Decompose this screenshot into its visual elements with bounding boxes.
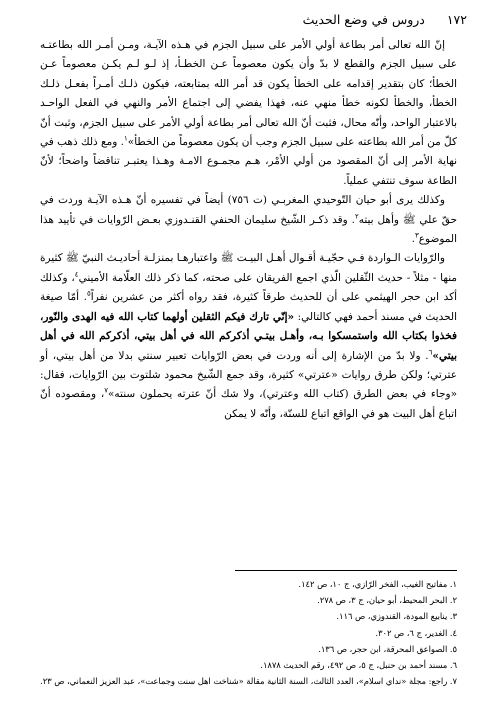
footnote-separator bbox=[235, 570, 457, 571]
footnote-item: ٣. ينابيع المودة، القندوزي، ص ١١٦. bbox=[336, 611, 457, 622]
footnote-item: ٤. الغدير، ج ٦، ص ٣٠٢. bbox=[375, 627, 457, 638]
text-run: . ولا بدّ من الإشارة إلى أنه وردت في بعض الرّوايات تعبير سنتي بدلا من أهل بيتي، أو عترتي؛ ولكن طرق روايات «عترتي» كثيرة، وقد جمع الشّيخ محمود شلتوت بين الرّوايات، فقال: «وجاء في بعض الطرق (كتاب الله وعترتي)، ولا شك أنّ عترته يحملون سنته» bbox=[40, 349, 457, 401]
footnote-marker: ٥ bbox=[87, 289, 91, 298]
paragraph bbox=[40, 191, 457, 249]
text-run: وكذلك يرى أبو حيان التّوحيدي المغربـي (ت ٧٥٦) أيضاً في تفسيره أنّ هـذه الآيـة وردت في حقّ علي ﷺ وأهل بيته bbox=[40, 194, 457, 226]
page-number: ١٧٢ bbox=[446, 11, 467, 27]
footnote-marker: ٣ bbox=[415, 231, 419, 240]
running-title: دروس في وضع الحديث bbox=[302, 11, 425, 27]
text-run: والرّوايات الـواردة فـي حجّيـة أقـوال أهـل البيـت ﷺ واعتبارهـا بمنزلـة أحاديـث النبيّ ﷺ كثيرة منها - مثلاً - حديث الثّقلين الّذي اجمع الفريقان على صحته، كما ذكر ذلك العلّامة الأميني bbox=[40, 252, 458, 284]
paragraph bbox=[40, 249, 457, 424]
footnote-item: ١. مفاتيح الغيب، الفخر الرّازي، ج ١٠، ص ١٤٢. bbox=[298, 579, 457, 589]
paragraph bbox=[40, 36, 457, 191]
text-run: . bbox=[411, 233, 416, 246]
text-run: ، وكذلك أكد ابن حجر الهيثمي على أن للحديث طرقاً كثيرة، فقد رواه أكثر من عشرين نفراً bbox=[40, 271, 457, 304]
footnote-item: ٥. الصواعق المحرقة، ابن حجر، ص ١٣٦. bbox=[318, 643, 457, 654]
footnote-marker: ٢ bbox=[354, 212, 359, 221]
footnote-marker: ٧ bbox=[104, 386, 108, 395]
text-run: ، ومقصوده أنّ اتباع أهل البيت هو في الواقع اتباع للسنّة، وأنّه لا يمكن bbox=[40, 388, 457, 420]
footnotes bbox=[40, 576, 457, 689]
text-run: إنّ الله تعالى أمر بطاعة أولي الأمر على سبيل الجزم في هـذه الآيـة، ومـن أمـر الله بطاعتـه على سبيل الجزم والقطع لا بدّ وأن يكون معصوماً عـن الخطـأ، إذ لـو لـم يكـن معصوماً عـن الخطأ؛ كان بتقدير إقدامه على الخطأ يكون قد أمر الله بمتابعته، فيكون ذلـك أمـراً بفعـل ذلـك الخطأ، والخطأ لكونه خطأ منهي عنه، فهذا يفضي إلى اجتماع الأمر والنهي في الفعل الواحـد بالاعتبار الواحد، وأنّه محال، فثبت أنّ الله تعالى أمر بطاعة أولي الأمر على سبيل الجزم، وثبت أنّ كلّ من أمر الله بطاعته على سبيل الجزم وجب أن يكون معصوماً من الخطأ» bbox=[40, 39, 457, 149]
page-header bbox=[30, 8, 467, 30]
text-run: . أمّا صيغة الحديث في مسند أحمد فهي كالتالي: bbox=[40, 291, 458, 323]
footnote-marker: ١ bbox=[124, 134, 128, 143]
text-run: . وقد ذكـر الشّيخ سليمان الحنفي القنـدوزي بعـض الرّوايات في تأييد هذا الموضوع bbox=[40, 213, 457, 246]
footnote-item: ٦. مسند أحمد بن حنبل، ج ٥، ص ٤٩٢، رقم الحديث ١٨٧٨. bbox=[260, 660, 457, 671]
footnote-marker: ٦ bbox=[428, 348, 433, 356]
main-text bbox=[40, 36, 457, 424]
footnote-item: ٧. راجع: مجلة «نداي اسلام»، العدد الثالث، السنة الثانية مقالة «شناخت اهل سنت وجماعت»، عبد العزيز النعماني، ص ٢٣. bbox=[40, 676, 457, 687]
text-run: . ومع ذلك ذهب في نهاية الأمر إلى أنّ المقصود من أولي الأمْر، هـم مجمـوع الامـة وهـذا يعتبـر تناقضاً واضحاً؛ لأنّ الطاعة سوف تنتفي عملياً. bbox=[40, 136, 457, 187]
footnote-marker: ٤ bbox=[74, 270, 79, 279]
hadith-quote: «إنّي تارك فيكم الثقلين أولهما كتاب الله فيه الهدى والنّور، فخذوا بكتاب الله واستمسكوا بـه، وأهـل بيتـي أذكركم الله في أهل بيتي، أذكركم الله في أهل بيتي» bbox=[40, 310, 457, 362]
footnote-item: ٢. البحر المحيط، أبو حيان، ج ٣، ص ٢٧٨. bbox=[317, 595, 457, 606]
